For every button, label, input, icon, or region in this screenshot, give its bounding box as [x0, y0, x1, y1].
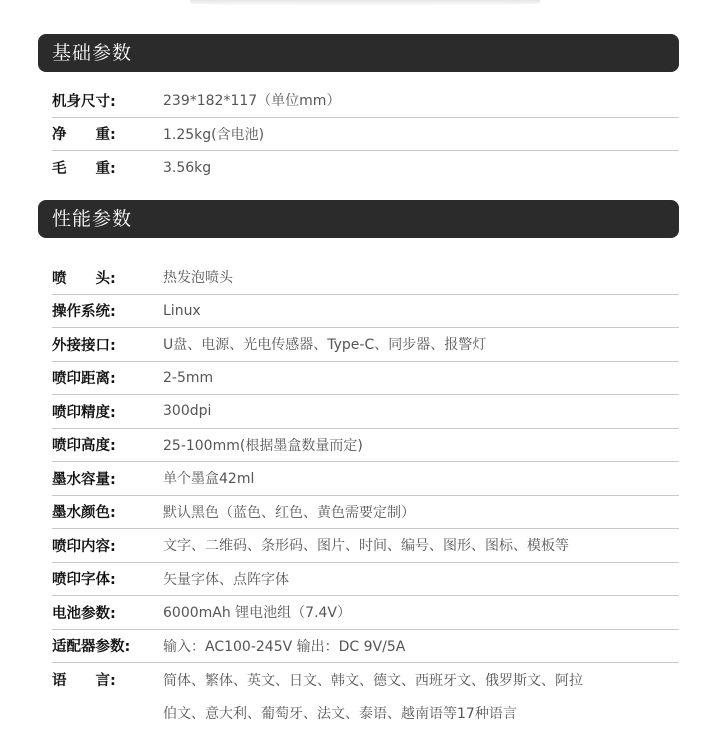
- spec-label: 喷 头:: [52, 270, 116, 287]
- spec-row-print-precision: [52, 395, 679, 429]
- spec-row-print-distance: [52, 362, 679, 396]
- spec-label: 毛 重:: [52, 161, 116, 178]
- spec-row-language: [52, 663, 679, 697]
- spec-value: 简体、繁体、英文、日文、韩文、德文、西班牙文、俄罗斯文、阿拉: [163, 672, 583, 689]
- section-header-performance: [38, 200, 679, 238]
- spec-label: 机身尺寸:: [52, 93, 116, 110]
- section-header-basic: [38, 34, 679, 72]
- spec-row-print-height: [52, 429, 679, 463]
- spec-label: 墨水容量:: [52, 471, 116, 488]
- section-title: 基础参数: [52, 42, 133, 64]
- spec-value: 3.56kg: [163, 159, 212, 176]
- spec-label: 墨水颜色:: [52, 505, 116, 522]
- spec-row-ink-capacity: [52, 462, 679, 496]
- spec-value: 伯文、意大利、葡萄牙、法文、泰语、越南语等17种语言: [163, 706, 517, 723]
- spec-label: 外接接口:: [52, 337, 116, 354]
- spec-value: 矢量字体、点阵字体: [163, 571, 289, 588]
- spec-label: 适配器参数:: [52, 639, 131, 656]
- spec-value: 单个墨盒42ml: [163, 471, 255, 488]
- spec-value: 默认黑色（蓝色、红色、黄色需要定制）: [163, 504, 415, 521]
- section-title: 性能参数: [52, 208, 133, 230]
- spec-row-adapter: [52, 630, 679, 664]
- spec-label: 喷印精度:: [52, 404, 116, 421]
- spec-value: 6000mAh 锂电池组（7.4V）: [163, 605, 352, 622]
- spec-label: 喷印字体:: [52, 572, 116, 589]
- spec-value: 热发泡喷头: [163, 270, 233, 287]
- spec-label: 操作系统:: [52, 304, 116, 321]
- spec-row-nozzle: [52, 261, 679, 295]
- spec-label: 喷印内容:: [52, 538, 116, 555]
- basic-params-list: [52, 84, 679, 185]
- spec-value: 1.25kg(含电池): [163, 126, 265, 143]
- spec-row-size: [52, 84, 679, 118]
- spec-value: 输入：AC100-245V 输出：DC 9V/5A: [163, 638, 406, 655]
- spec-value: 文字、二维码、条形码、图片、时间、编号、图形、图标、模板等: [163, 538, 569, 555]
- spec-label: 净 重:: [52, 127, 116, 144]
- spec-value: 239*182*117（单位mm）: [163, 93, 341, 110]
- spec-value: Linux: [163, 302, 201, 319]
- spec-row-language-continued: [52, 697, 679, 731]
- spec-row-print-content: [52, 529, 679, 563]
- spec-label: 喷印高度:: [52, 438, 116, 455]
- spec-label: 语 言:: [52, 673, 116, 690]
- spec-row-battery: [52, 596, 679, 630]
- spec-value: 25-100mm(根据墨盒数量而定): [163, 437, 363, 454]
- spec-row-ink-color: [52, 496, 679, 530]
- top-shadow: [190, 0, 540, 6]
- spec-value: 300dpi: [163, 403, 212, 420]
- spec-label: 喷印距离:: [52, 371, 116, 388]
- performance-params-list: [52, 261, 679, 730]
- spec-row-net-weight: [52, 118, 679, 152]
- spec-row-interfaces: [52, 328, 679, 362]
- spec-row-os: [52, 295, 679, 329]
- spec-row-gross-weight: [52, 151, 679, 185]
- spec-value: 2-5mm: [163, 369, 214, 386]
- spec-label: 电池参数:: [52, 605, 116, 622]
- spec-value: U盘、电源、光电传感器、Type-C、同步器、报警灯: [163, 337, 487, 354]
- spec-row-print-font: [52, 563, 679, 597]
